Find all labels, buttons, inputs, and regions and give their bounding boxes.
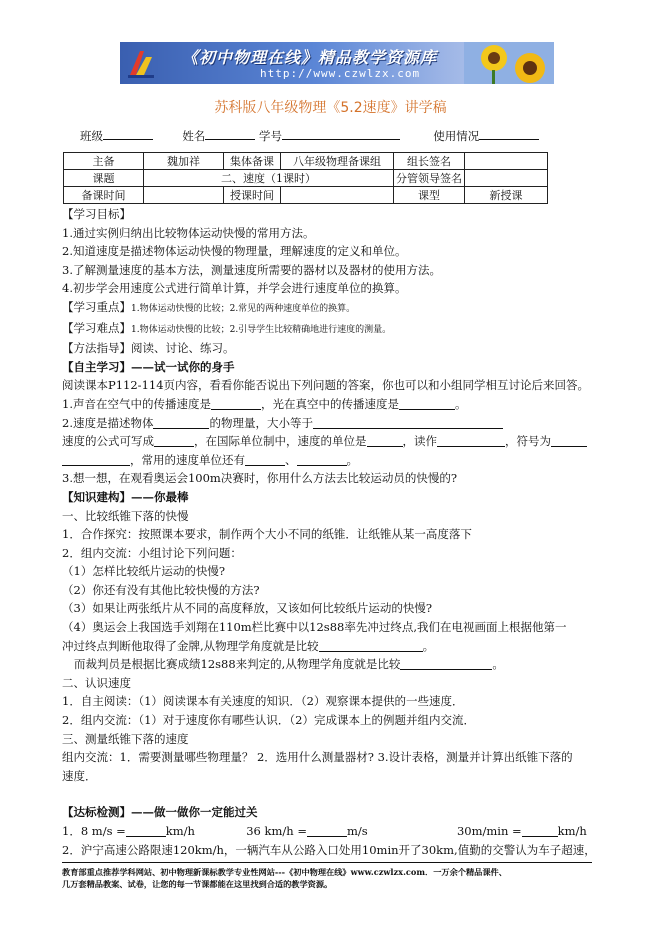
table-cell: 集体备课 [224,153,281,170]
question-text: 3.想一想，在观看奥运会100m决赛时，你用什么方法去比较运动员的快慢的? [62,471,457,486]
name-label: 姓名 [182,129,206,143]
list-item: 1．合作探究：按照课本要求，制作两个大小不同的纸锥．让纸锥从某一高度落下 [62,527,472,542]
exercise-text: km/h [557,824,587,838]
answer-blank[interactable] [307,824,347,837]
answer-blank[interactable] [245,453,285,466]
header-banner [120,42,554,84]
question-text: ，读作 [402,434,437,449]
exercise-text: m/s [346,824,368,838]
list-item: 冲过终点判断他取得了金牌,从物理学角度就是比较 [62,638,319,653]
key-points: 1.物体运动快慢的比较；2.常见的两种速度单位的换算。 [131,303,356,314]
answer-blank[interactable] [211,397,261,410]
list-item: 2．组内交流：小组讨论下列问题： [62,545,242,560]
answer-blank[interactable] [551,434,587,447]
list-item: 。 [422,638,435,653]
list-item: （3）如果让两张纸片从不同的高度释放，又该如何比较纸片运动的快慢? [62,601,432,616]
table-cell[interactable] [144,187,224,204]
answer-blank[interactable] [126,824,166,837]
id-label: 学号 [258,129,282,143]
class-label: 班级 [80,129,103,143]
exercise-text: 30m/min = [456,824,522,838]
question-text: 。 [346,452,358,467]
list-item: （2）你还有没有其他比较快慢的方法? [62,582,260,597]
goal-item: 2.知道速度是描述物体运动快慢的物理量，理解速度的定义和单位。 [62,244,407,259]
question-text: ，在国际单位制中，速度的单位是 [194,434,367,449]
goal-item: 4.初步学会用速度公式进行简单计算，并学会进行速度单位的换算。 [62,281,407,296]
list-item: 组内交流：1．需要测量哪些物理量？ 2．选用什么测量器材? 3.设计表格，测量并计算出纸锥下落的 [62,750,573,765]
section-heading: 【自主学习】——试一试你的身手 [62,359,235,374]
answer-blank[interactable] [297,453,347,466]
method-text: 阅读、讨论、练习。 [131,341,235,356]
worksheet-body [62,205,596,859]
section-heading: 【学习目标】 [62,207,131,221]
list-item: 2．组内交流：（1）对于速度你有哪些认识．（2）完成课本上的例题并组内交流． [62,713,475,728]
table-cell: 课题 [64,170,144,187]
table-row [64,187,548,204]
exercise-text: km/h [165,824,195,838]
exercise-text: 1．8 m/s = [62,824,126,838]
table-cell: 魏加祥 [144,153,224,170]
banner-title: 《初中物理在线》精品教学资源库 [182,48,438,67]
name-field[interactable] [205,128,255,140]
question-text: ，符号为 [505,434,551,449]
exercise-text: 2．沪宁高速公路限速120km/h，一辆汽车从公路入口处用10min开了30km,值勤的交警认为车子超速， [62,842,596,857]
table-cell: 组长签名 [394,153,465,170]
question-text: 、 [285,452,297,467]
answer-blank[interactable] [62,453,130,466]
question-text: ，常用的速度单位还有 [130,452,245,467]
table-row [64,153,548,170]
footer-line: 教育部重点推荐学科网站、初中物理新课标教学专业性网站---《初中物理在线》www.czwlzx.com．一万余个精品课件、 [62,867,507,877]
question-text: 的物理量，大小等于 [209,415,313,430]
table-cell[interactable] [281,187,394,204]
answer-blank[interactable] [367,434,403,447]
student-info-row [80,128,539,144]
list-item: （1）怎样比较纸片运动的快慢? [62,564,225,579]
section-heading: 【学习难点】 [62,320,131,335]
list-item: 而裁判员是根据比赛成绩12s88来判定的,从物理学角度就是比较 [74,657,401,672]
table-cell: 八年级物理备课组 [281,153,394,170]
difficult-points: 1.物体运动快慢的比较；2.引导学生比较精确地进行速度的测量。 [131,324,392,335]
question-text: ，光在真空中的传播速度是 [260,396,399,411]
table-cell: 新授课 [465,187,548,204]
table-cell[interactable] [465,153,548,170]
sunflower-icon [464,42,554,84]
footer-divider [62,862,592,863]
table-cell: 主备 [64,153,144,170]
question-text: 。 [454,396,467,411]
list-item: 速度． [62,768,97,783]
self-study-intro: 阅读课本P112-114页内容，看看你能否说出下列问题的答案，你也可以和小组同学相互讨论后来回答。 [62,378,590,393]
answer-blank[interactable] [153,416,209,429]
site-logo-icon [126,47,156,79]
table-cell: 二、速度（1课时） [144,170,394,187]
banner-url[interactable]: http://www.czwlzx.com [260,67,421,80]
section-heading: 【达标检测】——做一做你一定能过关 [62,805,258,820]
subsection-heading: 三、测量纸锥下落的速度 [62,731,189,746]
list-item: 。 [492,657,504,672]
answer-blank[interactable] [154,434,194,447]
goal-item: 1.通过实例归纳出比较物体运动快慢的常用方法。 [62,225,315,240]
subsection-heading: 二、认识速度 [62,675,131,690]
usage-label: 使用情况 [433,129,480,143]
table-row [64,170,548,187]
footer-line: 几万套精品教案、试卷，让您的每一节课都能在这里找到合适的教学资源。 [62,879,333,889]
section-heading: 【学习重点】 [62,299,131,314]
table-cell: 备课时间 [64,187,144,204]
id-field[interactable] [282,128,400,140]
answer-blank[interactable] [399,397,455,410]
class-field[interactable] [103,128,153,140]
answer-blank[interactable] [319,639,423,652]
subsection-heading: 一、比较纸锥下落的快慢 [62,508,189,523]
answer-blank[interactable] [522,824,558,837]
section-heading: 【方法指导】 [62,341,131,356]
document-title: 苏科版八年级物理《5.2速度》讲学稿 [214,100,447,116]
usage-field[interactable] [479,128,539,140]
question-text: 1.声音在空气中的传播速度是 [62,396,211,411]
section-heading: 【知识建构】——你最棒 [62,489,189,504]
answer-blank[interactable] [313,416,503,429]
question-text: 2.速度是描述物体 [62,415,154,430]
list-item: 1．自主阅读：（1）阅读课本有关速度的知识．（2）观察课本提供的一些速度． [62,694,464,709]
goal-item: 3.了解测量速度的基本方法，测量速度所需要的器材以及器材的使用方法。 [62,262,441,277]
lesson-meta-table [63,152,548,204]
answer-blank[interactable] [400,657,492,670]
list-item: （4）奥运会上我国选手刘翔在110m栏比赛中以12s88率先冲过终点,我们在电视画面上根据他第一 [62,620,567,635]
question-text: 速度的公式可写成 [62,434,154,449]
page-footer [62,866,602,890]
table-cell[interactable] [465,170,548,187]
exercise-text: 36 km/h = [246,824,307,838]
table-cell: 授课时间 [224,187,281,204]
table-cell: 分管领导签名 [394,170,465,187]
answer-blank[interactable] [437,434,505,447]
table-cell: 课型 [394,187,465,204]
